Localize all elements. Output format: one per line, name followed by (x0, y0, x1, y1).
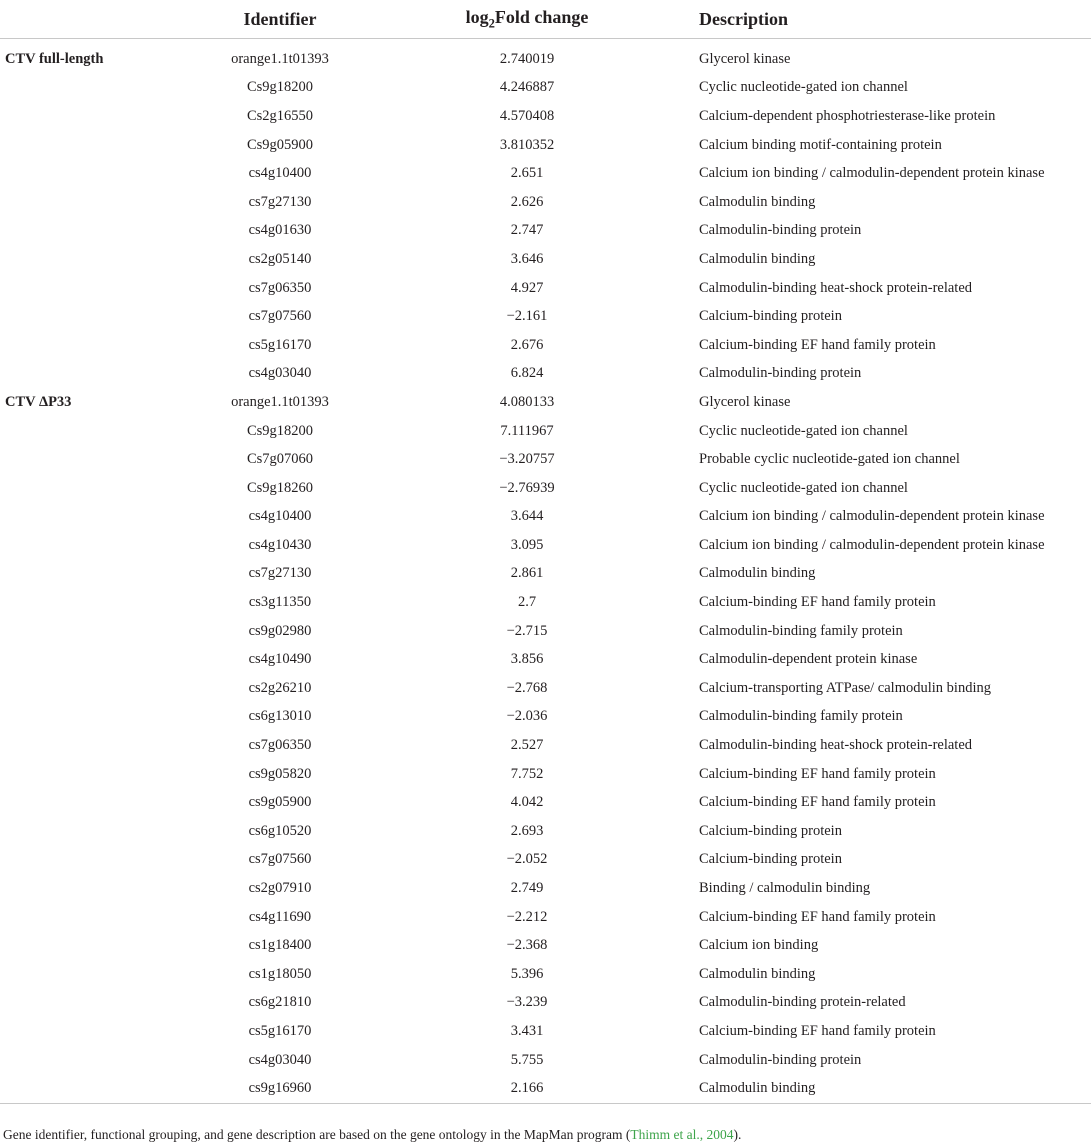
description-cell: Calmodulin binding (699, 565, 816, 582)
identifier-cell: cs1g18400 (248, 937, 312, 954)
group-cell-empty (0, 817, 205, 846)
identifier-cell: cs7g27130 (248, 193, 312, 210)
table-row (0, 989, 1091, 1018)
description-cell: Calmodulin-dependent protein kinase (699, 651, 918, 668)
table-row (0, 1074, 1091, 1103)
description-cell: Calcium-binding EF hand family protein (699, 765, 936, 782)
fold-change-cell: −2.212 (506, 908, 548, 925)
description-cell: Calcium-binding protein (699, 851, 842, 868)
description-cell: Calmodulin binding (699, 250, 816, 267)
fold-change-cell: 3.856 (510, 651, 544, 668)
identifier-cell: cs2g05140 (248, 250, 312, 267)
group-cell-empty (0, 417, 205, 446)
table-row (0, 874, 1091, 903)
description-cell: Calcium-binding EF hand family protein (699, 336, 936, 353)
footnote-reference-link[interactable]: Thimm et al., 2004 (630, 1127, 734, 1142)
identifier-cell: cs6g10520 (248, 822, 312, 839)
group-cell-empty (0, 217, 205, 246)
fold-change-cell: −2.036 (506, 708, 548, 725)
group-cell-empty (0, 274, 205, 303)
header-fold-change-label: Fold change (494, 6, 589, 27)
fold-change-cell: 7.111967 (500, 422, 554, 439)
description-cell: Calcium-dependent phosphotriesterase-like protein (699, 107, 996, 124)
fold-change-cell: 3.810352 (499, 136, 555, 153)
group-cell-empty (0, 931, 205, 960)
identifier-cell: orange1.1t01393 (231, 50, 329, 67)
table-row (0, 159, 1091, 188)
fold-change-cell: −2.715 (506, 622, 548, 639)
group-cell-empty (0, 74, 205, 103)
description-cell: Calmodulin-binding protein (699, 222, 862, 239)
description-cell: Binding / calmodulin binding (699, 880, 871, 897)
identifier-cell: Cs9g05900 (246, 136, 314, 153)
description-cell: Calmodulin-binding protein (699, 365, 862, 382)
identifier-cell: cs5g16170 (248, 336, 312, 353)
table-row (0, 788, 1091, 817)
fold-change-cell: −3.239 (506, 994, 548, 1011)
identifier-cell: cs9g16960 (248, 1080, 312, 1097)
footnote-text: Gene identifier, functional grouping, and gene description are based on the gene ontology in the MapMan program ( (3, 1127, 631, 1142)
description-cell: Calmodulin-binding family protein (699, 622, 903, 639)
group-cell-empty (0, 245, 205, 274)
table-row (0, 274, 1091, 303)
group-cell-empty (0, 1074, 205, 1103)
header-group-blank (0, 0, 205, 39)
group-cell-empty (0, 703, 205, 732)
table-row (0, 846, 1091, 875)
group-cell-empty (0, 846, 205, 875)
header-log-prefix: log (465, 6, 489, 27)
table-row (0, 731, 1091, 760)
group-cell-empty (0, 360, 205, 389)
table-row (0, 474, 1091, 503)
identifier-cell: cs6g13010 (248, 708, 312, 725)
group-cell-empty (0, 731, 205, 760)
table-body (0, 39, 1091, 1103)
fold-change-cell: 4.927 (510, 279, 544, 296)
fold-change-cell: 2.626 (510, 193, 544, 210)
identifier-cell: cs4g03040 (248, 365, 312, 382)
table-row (0, 760, 1091, 789)
group-cell-empty (0, 503, 205, 532)
fold-change-cell: 2.693 (510, 822, 544, 839)
group-cell-empty (0, 788, 205, 817)
table-row (0, 74, 1091, 103)
fold-change-cell: 2.166 (510, 1080, 544, 1097)
header-fold-change (355, 0, 699, 39)
group-cell-empty (0, 1017, 205, 1046)
identifier-cell: cs6g21810 (248, 994, 312, 1011)
fold-change-cell: 2.527 (510, 737, 544, 754)
identifier-cell: Cs9g18200 (246, 79, 314, 96)
table-row (0, 39, 1091, 74)
header-log-subscript: 2 (488, 16, 495, 31)
group-cell-empty (0, 617, 205, 646)
group-cell-empty (0, 188, 205, 217)
identifier-cell: cs4g03040 (248, 1051, 312, 1068)
group-cell-empty (0, 960, 205, 989)
table-row (0, 588, 1091, 617)
table-row (0, 617, 1091, 646)
table-footnote (3, 1127, 741, 1143)
description-cell: Calcium-binding EF hand family protein (699, 794, 936, 811)
identifier-cell: cs4g10490 (248, 651, 312, 668)
header-identifier: Identifier (205, 0, 355, 39)
group-cell-empty (0, 588, 205, 617)
identifier-cell: orange1.1t01393 (231, 393, 329, 410)
description-cell: Calcium ion binding / calmodulin-dependent protein kinase (699, 165, 1045, 182)
fold-change-cell: 5.755 (510, 1051, 544, 1068)
identifier-cell: cs7g07560 (248, 851, 312, 868)
fold-change-cell: −3.20757 (499, 451, 555, 468)
description-cell: Calmodulin binding (699, 193, 816, 210)
table-row (0, 531, 1091, 560)
description-cell: Calmodulin binding (699, 965, 816, 982)
fold-change-cell: −2.76939 (499, 479, 555, 496)
table-row (0, 445, 1091, 474)
group-cell-empty (0, 102, 205, 131)
table-row (0, 245, 1091, 274)
description-cell: Calcium ion binding / calmodulin-dependent protein kinase (699, 536, 1045, 553)
fold-change-cell: 3.644 (510, 508, 544, 525)
table-bottom-rule (0, 1103, 1091, 1104)
description-cell: Calmodulin-binding family protein (699, 708, 903, 725)
description-cell: Probable cyclic nucleotide-gated ion channel (699, 451, 960, 468)
identifier-cell: cs3g11350 (248, 594, 312, 611)
footnote-text-end: ). (733, 1127, 742, 1142)
group-label: CTV ΔP33 (5, 393, 72, 410)
identifier-cell: cs9g05820 (248, 765, 312, 782)
fold-change-cell: 2.747 (510, 222, 544, 239)
table-row (0, 1046, 1091, 1075)
fold-change-cell: 4.570408 (499, 107, 555, 124)
table-row (0, 903, 1091, 932)
group-cell-empty (0, 331, 205, 360)
group-label: CTV full-length (5, 50, 104, 67)
identifier-cell: cs2g07910 (248, 880, 312, 897)
fold-change-cell: 2.7 (517, 594, 537, 611)
table-row (0, 817, 1091, 846)
fold-change-cell: 4.246887 (499, 79, 555, 96)
description-cell: Calmodulin binding (699, 1080, 816, 1097)
fold-change-cell: 2.740019 (499, 50, 555, 67)
identifier-cell: Cs9g18260 (246, 479, 314, 496)
table-row (0, 360, 1091, 389)
identifier-cell: cs4g11690 (248, 908, 312, 925)
group-cell-empty (0, 445, 205, 474)
identifier-cell: cs1g18050 (248, 965, 312, 982)
group-cell-empty (0, 474, 205, 503)
table-row (0, 331, 1091, 360)
description-cell: Glycerol kinase (699, 393, 791, 410)
fold-change-cell: 2.861 (510, 565, 544, 582)
identifier-cell: cs5g16170 (248, 1022, 312, 1039)
description-cell: Calmodulin-binding heat-shock protein-related (699, 737, 973, 754)
identifier-cell: cs4g10430 (248, 536, 312, 553)
table-row (0, 674, 1091, 703)
identifier-cell: cs4g10400 (248, 508, 312, 525)
description-cell: Calcium-binding EF hand family protein (699, 594, 936, 611)
fold-change-cell: 4.042 (510, 794, 544, 811)
group-cell-empty (0, 1046, 205, 1075)
identifier-cell: cs9g02980 (248, 622, 312, 639)
header-row (0, 0, 1091, 39)
table-row (0, 645, 1091, 674)
table-row (0, 302, 1091, 331)
fold-change-cell: 2.651 (510, 165, 544, 182)
identifier-cell: Cs7g07060 (246, 451, 314, 468)
header-description: Description (699, 0, 1091, 39)
group-cell-empty (0, 302, 205, 331)
table-row (0, 703, 1091, 732)
group-cell-empty (0, 131, 205, 160)
identifier-cell: cs2g26210 (248, 679, 312, 696)
fold-change-cell: 3.095 (510, 536, 544, 553)
group-cell-empty (0, 645, 205, 674)
description-cell: Calmodulin-binding heat-shock protein-related (699, 279, 973, 296)
table-row (0, 1017, 1091, 1046)
table-header (0, 0, 1091, 39)
fold-change-cell: 3.431 (510, 1022, 544, 1039)
fold-change-cell: 5.396 (510, 965, 544, 982)
group-cell-empty (0, 760, 205, 789)
table-row (0, 217, 1091, 246)
description-cell: Calmodulin-binding protein-related (699, 994, 906, 1011)
table-row (0, 131, 1091, 160)
description-cell: Calmodulin-binding protein (699, 1051, 862, 1068)
fold-change-cell: 4.080133 (499, 393, 555, 410)
fold-change-cell: −2.368 (506, 937, 548, 954)
identifier-cell: cs4g10400 (248, 165, 312, 182)
group-cell-empty (0, 531, 205, 560)
fold-change-cell: 6.824 (510, 365, 544, 382)
table-row (0, 102, 1091, 131)
table-row (0, 417, 1091, 446)
identifier-cell: Cs9g18200 (246, 422, 314, 439)
description-cell: Calcium-transporting ATPase/ calmodulin binding (699, 679, 991, 696)
table-row (0, 188, 1091, 217)
identifier-cell: cs9g05900 (248, 794, 312, 811)
description-cell: Cyclic nucleotide-gated ion channel (699, 79, 908, 96)
group-cell-empty (0, 674, 205, 703)
group-cell-empty (0, 874, 205, 903)
fold-change-cell: −2.052 (506, 851, 548, 868)
fold-change-cell: 3.646 (510, 250, 544, 267)
description-cell: Cyclic nucleotide-gated ion channel (699, 422, 908, 439)
description-cell: Glycerol kinase (699, 50, 791, 67)
group-cell-empty (0, 989, 205, 1018)
table-row (0, 960, 1091, 989)
fold-change-cell: 2.676 (510, 336, 544, 353)
fold-change-cell: 7.752 (510, 765, 544, 782)
table-row (0, 560, 1091, 589)
description-cell: Calcium ion binding (699, 937, 819, 954)
group-cell-empty (0, 159, 205, 188)
group-cell-empty (0, 560, 205, 589)
description-cell: Calcium binding motif-containing protein (699, 136, 942, 153)
description-cell: Calcium-binding protein (699, 308, 842, 325)
identifier-cell: cs7g27130 (248, 565, 312, 582)
description-cell: Cyclic nucleotide-gated ion channel (699, 479, 908, 496)
table-row (0, 388, 1091, 417)
fold-change-cell: −2.768 (506, 679, 548, 696)
description-cell: Calcium-binding protein (699, 822, 842, 839)
identifier-cell: cs7g06350 (248, 737, 312, 754)
description-cell: Calcium ion binding / calmodulin-dependent protein kinase (699, 508, 1045, 525)
description-cell: Calcium-binding EF hand family protein (699, 908, 936, 925)
identifier-cell: Cs2g16550 (246, 107, 314, 124)
fold-change-cell: 2.749 (510, 880, 544, 897)
group-cell-empty (0, 903, 205, 932)
table-row (0, 503, 1091, 532)
fold-change-cell: −2.161 (506, 308, 548, 325)
identifier-cell: cs7g06350 (248, 279, 312, 296)
table-row (0, 931, 1091, 960)
description-cell: Calcium-binding EF hand family protein (699, 1022, 936, 1039)
identifier-cell: cs7g07560 (248, 308, 312, 325)
identifier-cell: cs4g01630 (248, 222, 312, 239)
